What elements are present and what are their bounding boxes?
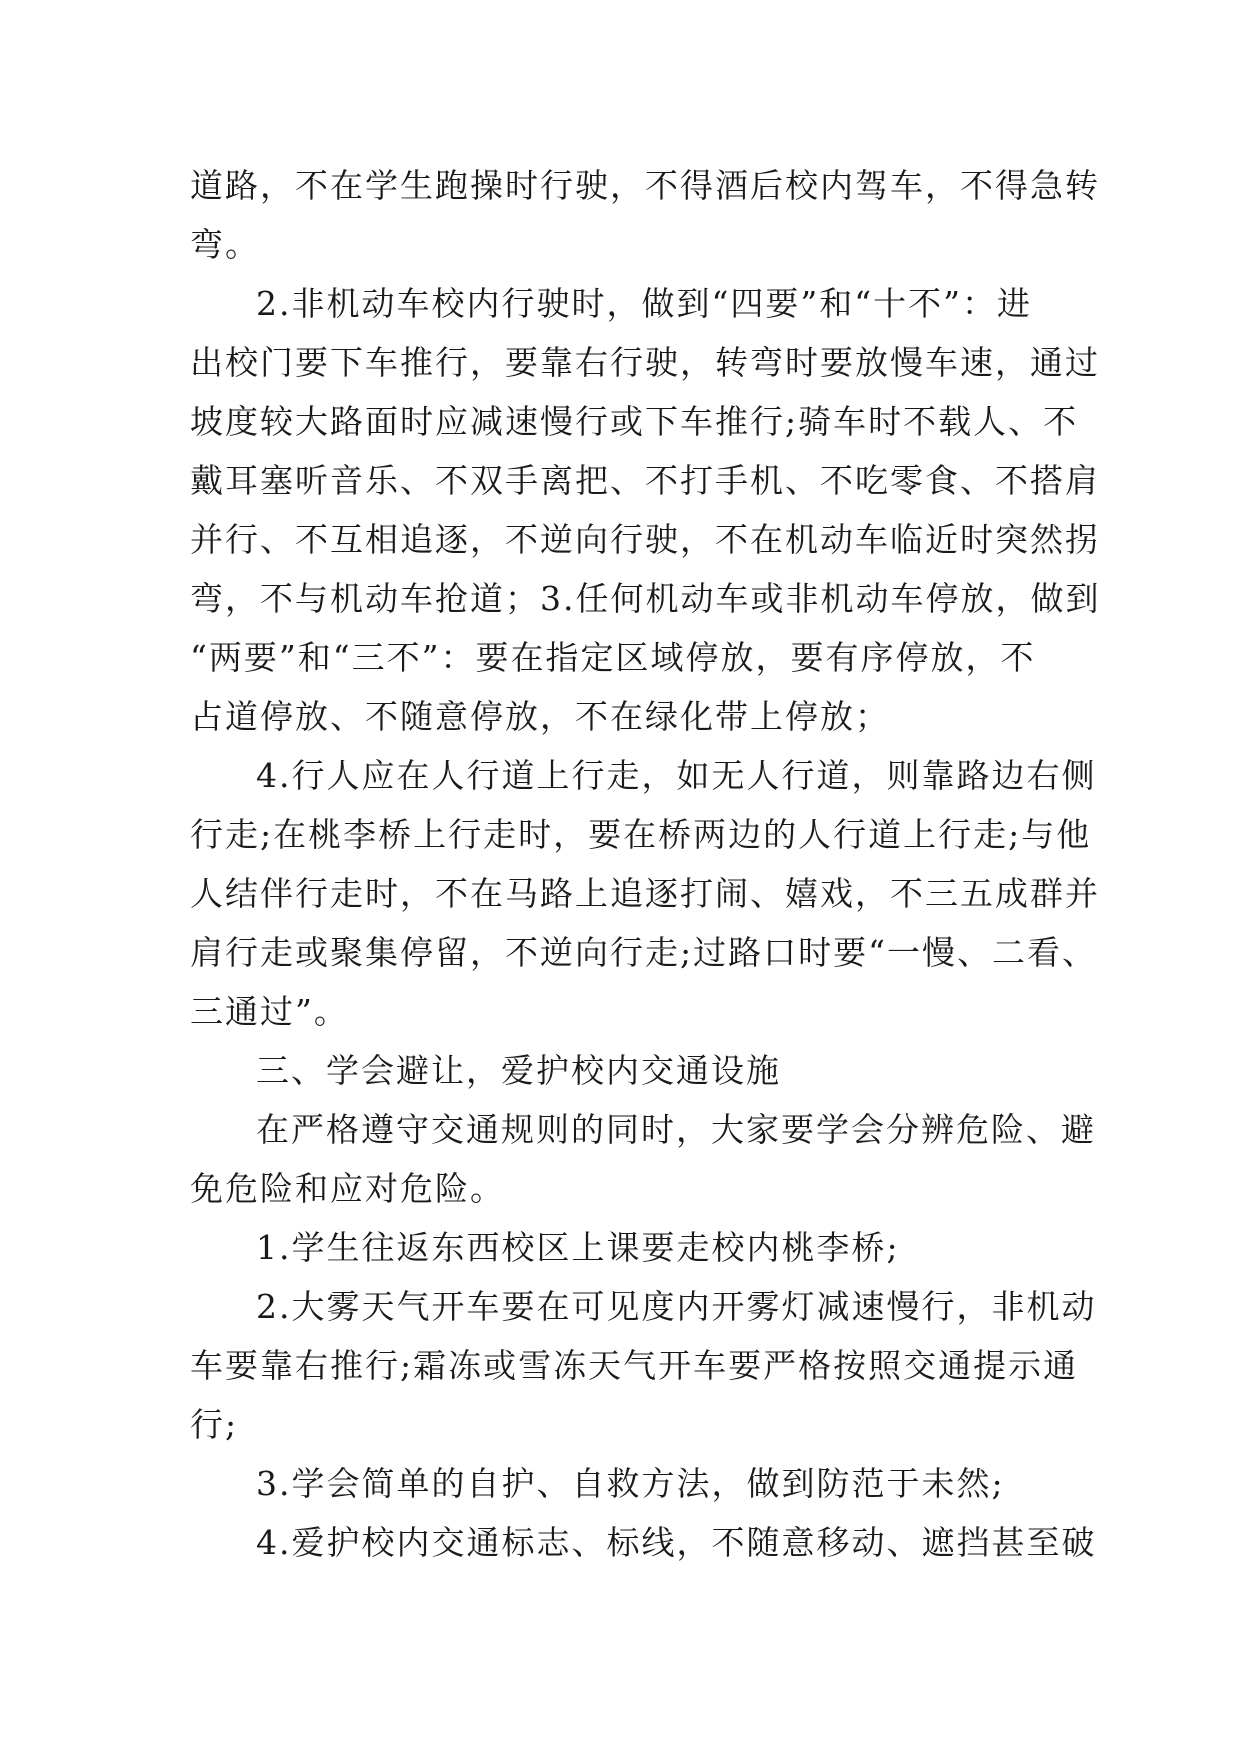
text-line: 弯，不与机动车抢道；3.任何机动车或非机动车停放，做到: [190, 579, 1101, 618]
text-line: 免危险和应对危险。: [190, 1169, 505, 1208]
text-line: 2.非机动车校内行驶时，做到“四要”和“十不”：进: [256, 284, 1032, 323]
text-line: 在严格遵守交通规则的同时，大家要学会分辨危险、避: [256, 1110, 1096, 1149]
text-line: 肩行走或聚集停留，不逆向行走;过路口时要“一慢、二看、: [190, 933, 1097, 972]
text-line: 戴耳塞听音乐、不双手离把、不打手机、不吃零食、不搭肩: [190, 461, 1100, 500]
text-line: 人结伴行走时，不在马路上追逐打闹、嬉戏，不三五成群并: [190, 874, 1100, 913]
text-line: 行走;在桃李桥上行走时，要在桥两边的人行道上行走;与他: [190, 815, 1092, 854]
text-line: 坡度较大路面时应减速慢行或下车推行;骑车时不载人、不: [190, 402, 1079, 441]
text-line: 三通过”。: [190, 992, 349, 1031]
text-line: 三、学会避让，爱护校内交通设施: [256, 1051, 781, 1090]
text-line: 行;: [190, 1405, 239, 1444]
text-line: 车要靠右推行;霜冻或雪冻天气开车要严格按照交通提示通: [190, 1346, 1079, 1385]
text-line: 2.大雾天气开车要在可见度内开雾灯减速慢行，非机动: [256, 1287, 1097, 1326]
text-line: 并行、不互相追逐，不逆向行驶，不在机动车临近时突然拐: [190, 520, 1100, 559]
text-line: 4.行人应在人行道上行走，如无人行道，则靠路边右侧: [256, 756, 1097, 795]
text-line: 出校门要下车推行，要靠右行驶，转弯时要放慢车速，通过: [190, 343, 1100, 382]
text-line: 道路，不在学生跑操时行驶，不得酒后校内驾车，不得急转: [190, 166, 1100, 205]
text-line: 3.学会简单的自护、自救方法，做到防范于未然;: [256, 1464, 1005, 1503]
text-line: “两要”和“三不”：要在指定区域停放，要有序停放，不: [190, 638, 1036, 677]
text-line: 占道停放、不随意停放，不在绿化带上停放；: [190, 697, 890, 736]
text-line: 1.学生往返东西校区上课要走校内桃李桥;: [256, 1228, 900, 1267]
text-line: 4.爱护校内交通标志、标线，不随意移动、遮挡甚至破: [256, 1523, 1097, 1562]
body-text: [190, 156, 1101, 1572]
text-line: 弯。: [190, 225, 260, 264]
